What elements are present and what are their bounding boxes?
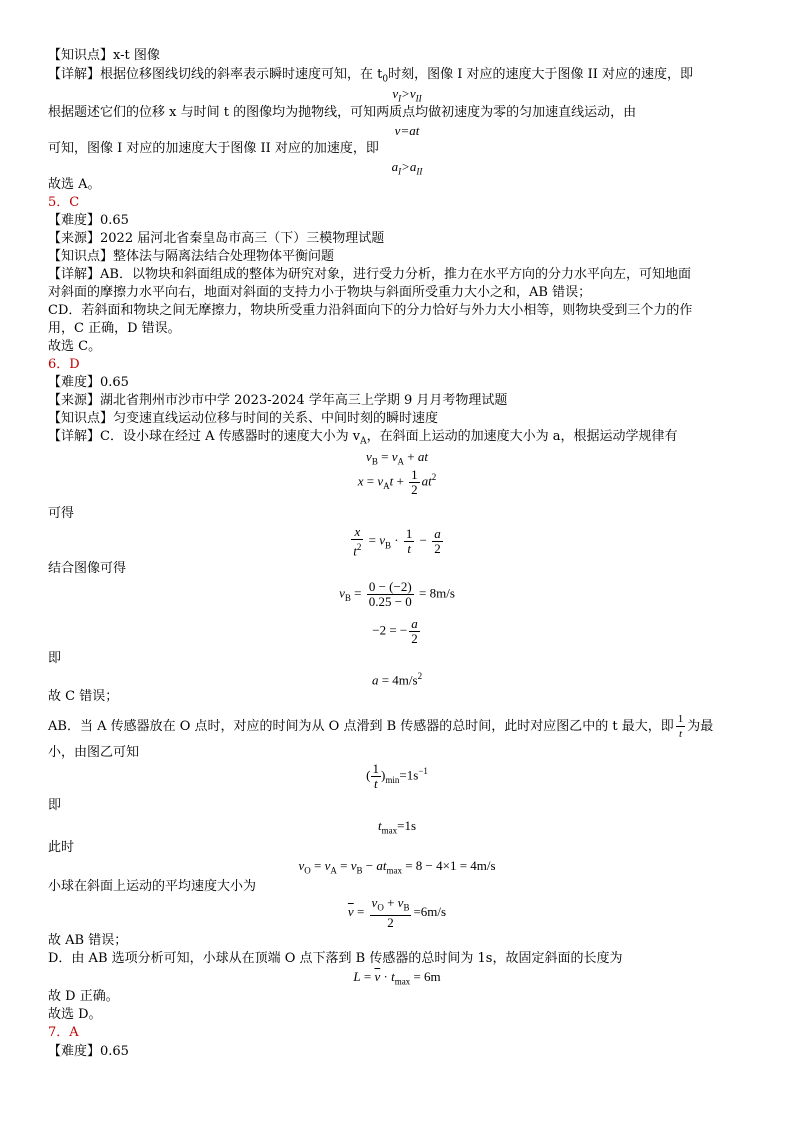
- q6-eq-vb-val: $v_B$ = $\frac{0 - (-2)}{0.25 - 0}$ = 8m/s: [339, 579, 455, 609]
- q5-knowledge: 【知识点】整体法与隔离法结合处理物体平衡问题: [48, 249, 335, 264]
- q6-combine: 结合图像可得: [48, 561, 127, 576]
- q6-eq-vb: $v_B = v_A$ + at: [366, 449, 428, 467]
- q6-ab-2: 小，由图乙可知: [48, 745, 140, 760]
- q6-avg-text: 小球在斜面上运动的平均速度大小为: [48, 879, 257, 894]
- q6-d-right: 故 D 正确。: [48, 989, 119, 1004]
- q5-detail-4: 用，C 正确，D 错误。: [48, 321, 181, 336]
- q4-detail-1: 【详解】根据位移图线切线的斜率表示瞬时速度可知，在 $t_0$时刻，图像 I 对应的速度大于图像 II 对应的速度，即: [48, 67, 694, 85]
- q6-kede: 可得: [48, 506, 75, 521]
- q7-difficulty: 【难度】0.65: [48, 1044, 129, 1059]
- q4-eq-2: v=at: [394, 123, 420, 138]
- q5-difficulty: 【难度】0.65: [48, 213, 129, 228]
- q6-eq-a-half: −2 = − $\frac{a}{2}$: [372, 616, 418, 646]
- q6-eq-xt: $\frac{x}{t^2}$ = $v_B$ · $\frac{1}{t}$ − $\frac{a}{2}$: [353, 524, 441, 559]
- q6-conclusion: 故选 D。: [48, 1007, 102, 1022]
- q6-ji-2: 即: [48, 798, 62, 813]
- q5-detail-3: CD．若斜面和物块之间无摩擦力，物块所受重力沿斜面向下的分力恰好与外力大小相等，则物块受到三个力的作: [48, 303, 693, 318]
- q4-conclusion: 故选 A。: [48, 177, 101, 192]
- q6-c-wrong: 故 C 错误；: [48, 689, 119, 704]
- q4-eq-3: $a_I>a_{II}$: [391, 159, 423, 177]
- q7-number: 7．A: [48, 1025, 79, 1040]
- q6-eq-tmax: $t_{max}=1s$: [377, 818, 416, 836]
- q6-number: 6．D: [48, 357, 80, 372]
- q5-detail-2: 对斜面的摩擦力水平向右，地面对斜面的支持力小于物块与斜面所受重力大小之和，AB 错误；: [48, 285, 592, 300]
- q6-ji-1: 即: [48, 651, 62, 666]
- q4-detail-3: 可知，图像 I 对应的加速度大于图像 II 对应的加速度，即: [48, 141, 379, 156]
- q6-d-1: D．由 AB 选项分析可知，小球从在顶端 O 点下落到 B 传感器的总时间为 1s，故固定斜面的长度为: [48, 951, 623, 966]
- q6-detail-1: 【详解】C．设小球在经过 A 传感器时的速度大小为 $v_A$，在斜面上运动的加速度大小为 a，根据运动学规律有: [48, 429, 678, 447]
- q4-detail-2: 根据题述它们的位移 x 与时间 t 的图像均为抛物线，可知两质点均做初速度为零的匀加速直线运动，由: [48, 105, 637, 120]
- q6-source: 【来源】湖北省荆州市沙市中学 2023-2024 学年高三上学期 9 月月考物理试题: [48, 393, 508, 408]
- q6-eq-x: $x = v_At$ + $\frac{1}{2}$ $at^2$: [357, 467, 437, 497]
- q6-eq-min: ( $\frac{1}{t}$ )$_{min}=1s^{-1}$: [366, 761, 428, 791]
- q6-eq-avg: $\overline{v}$ = $\frac{v_O + v_B}{2}$ =6m/s: [347, 895, 447, 930]
- q6-difficulty: 【难度】0.65: [48, 375, 129, 390]
- q5-number: 5．C: [48, 195, 80, 210]
- q6-ab-wrong: 故 AB 错误；: [48, 933, 128, 948]
- q5-source: 【来源】2022 届河北省秦皇岛市高三（下）三模物理试题: [48, 231, 385, 246]
- q4-eq-1: $v_I>v_{II}$: [392, 86, 422, 104]
- q6-eq-a: $a = 4m/s^2$: [371, 671, 423, 688]
- q6-eq-vo: $v_O = v_A = v_B - at_{max} = 8 - 4\times 1 = 4m/s$: [298, 858, 496, 876]
- q6-knowledge: 【知识点】匀变速直线运动位移与时间的关系、中间时刻的瞬时速度: [48, 411, 439, 426]
- q6-ab-1: AB．当 A 传感器放在 O 点时，对应的时间为从 O 点滑到 B 传感器的总时间，此时对应图乙中的 t 最大，即 $\frac{1}{t}$ 为最: [48, 713, 714, 740]
- q5-detail-1: 【详解】AB．以物块和斜面组成的整体为研究对象，进行受力分析，推力在水平方向的分力水平向左，可知地面: [48, 267, 691, 282]
- q5-conclusion: 故选 C。: [48, 339, 102, 354]
- q6-eq-l: $L = \overline{v} \cdot t_{max} = 6m$: [353, 969, 441, 987]
- q6-cishi: 此时: [48, 840, 75, 855]
- q4-knowledge: 【知识点】x-t 图像: [48, 48, 160, 63]
